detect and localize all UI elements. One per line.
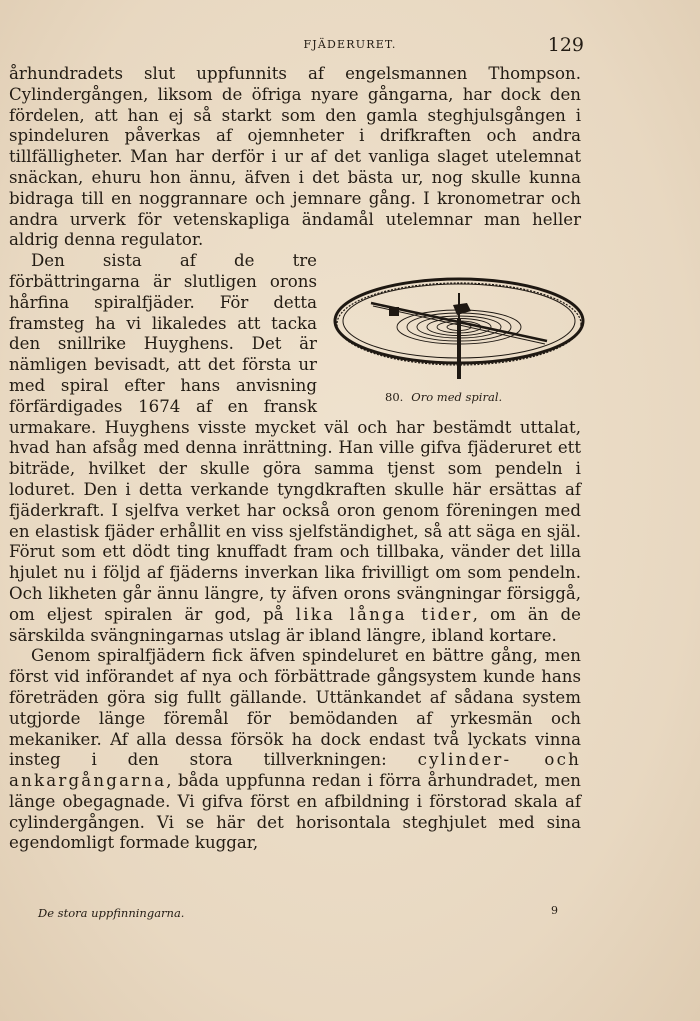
paragraph-text: Den sista af de tre förbättringarna är slutligen orons hårfina spiralfjäder. För detta framsteg ha vi likaledes att tacka den snillrike Huyghens. Det är nämligen bevisadt, att det första ur med spiral efter hans anvisning förfärdigades 1674 af en fransk urmakare. Huyghens visste mycket väl och har bestämdt uttalat, hvad han afsåg med denna inrättning. Han ville gifva fjäderuret ett biträde, hvilket der skulle göra samma tjenst som pendeln i loduret. Den i detta verkande tyngdkraften skulle här ersättas af fjäderkraft. I sjelfva verket har också oron genom föreningen med en elastisk fjäder erhållit en viss sjelfständighet, så att säga en själ. Förut som ett dödt ting knuffadt fram och tillbaka, vänder det lilla hjulet nu i följd af fjäderns inverkan lika frivilligt om som pendeln. Och likheten går ännu längre, ty äfven orons svängningar försiggå, om eljest spiralen är god, på: [9, 251, 581, 624]
figure-number: 80.: [385, 390, 404, 405]
balance-wheel-illustration: [331, 263, 587, 393]
running-head: FJÄDERURET.: [303, 38, 397, 51]
book-title: De stora uppfinningarna.: [38, 906, 185, 920]
page-header: [0, 34, 700, 58]
body-text: [9, 64, 581, 854]
emphasis-spaced: cylinder- och ankargångarna: [9, 750, 581, 791]
emphasis-spaced: lika långa tider: [295, 604, 473, 624]
signature-mark: 9: [551, 904, 558, 917]
figure-80: [331, 263, 587, 409]
paragraph: århundradets slut uppfunnits af engelsmannen Thompson. Cylindergången, liksom de öfriga nyare gångarna, har dock den fördelen, att han ej så starkt som den gamla steghjulsgången i spindeluren påverkas af ojemnheter i drifkraften och andra tillfälligheter. Man har derför i ur af det vanliga slaget utelemnat snäckan, ehuru hon ännu, äfven i det bästa ur, nog skulle kunna bidraga till en noggrannare och jemnare gång. I kronometrar och andra urverk för vetenskapliga ändamål utelemnar man heller aldrig denna regulator.: [9, 64, 581, 250]
paragraph-text: , om än de särskilda svängningarnas utslag är ibland längre, ibland kortare.: [9, 604, 581, 645]
page-number: 129: [547, 34, 584, 56]
page-footer: [38, 906, 558, 924]
figure-caption-text: Oro med spiral.: [411, 390, 503, 405]
figure-caption: [385, 387, 587, 408]
paragraph-text: , båda uppfunna redan i förra århundradet, men länge obegagnade. Vi gifva först en afbildning i förstorad skala af cylindergången. Vi se här det horisontala steghjulet med sina egendomligt formade kuggar,: [9, 771, 581, 853]
paragraph-text: Genom spiralfjädern fick äfven spindeluret en bättre gång, men först vid införandet af nya och förbättrade gångsystem kunde hans företräden göra sig fullt gällande. Uttänkandet af sådana system utgjorde länge föremål för bemödanden af yrkesmän och mekaniker. Af alla dessa försök ha dock endast två lyckats vinna insteg i den stora tillverkningen:: [9, 646, 581, 770]
paragraph: [9, 646, 581, 854]
